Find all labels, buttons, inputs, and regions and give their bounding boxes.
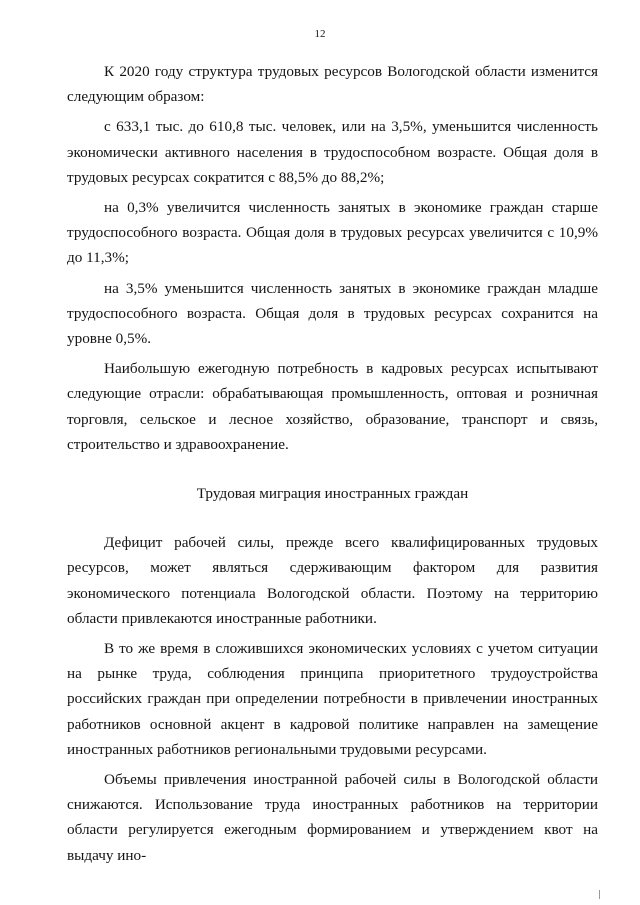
page-number: 12 (314, 28, 326, 40)
section-heading: Трудовая миграция иностранных граждан (196, 485, 469, 503)
paragraph-younger-workers: на 3,5% уменьшится численность занятых в экономике граждан младше трудоспособного возраста. Общая доля в трудовых ресурсах сохранится на уровне 0,5%. (67, 279, 598, 348)
paragraph-workforce-decrease: с 633,1 тыс. до 610,8 тыс. человек, или на 3,5%, уменьшится численность экономически активного населения в трудоспособном возрасте. Общая доля в трудовых ресурсах сократится с 88,5% до 88,2%; (67, 118, 598, 186)
paragraph-older-workers: на 0,3% увеличится численность занятых в экономике граждан старше трудоспособного возраста. Общая доля в трудовых ресурсах увеличится с 10,9% до 11,3%; (67, 199, 598, 267)
paragraph-labor-deficit: Дефицит рабочей силы, прежде всего квалифицированных трудовых ресурсов, может являться сдерживающим фактором для развития экономического потенциала Вологодской области. Поэтому на территорию области привлекаются иностранные работники. (67, 534, 598, 627)
paragraph-intro: К 2020 году структура трудовых ресурсов Вологодской области изменится следующим образом: (67, 63, 598, 106)
paragraph-quota-regulation: Объемы привлечения иностранной рабочей силы в Вологодской области снижаются. Использование труда иностранных работников на территории области регулируется ежегодным формированием и утверждением квот на выдачу ино- (67, 771, 598, 864)
document-body (67, 59, 598, 868)
paragraph-industries-demand: Наибольшую ежегодную потребность в кадровых ресурсах испытывают следующие отрасли: обрабатывающая промышленность, оптовая и розничная торговля, сельское и лесное хозяйство, образование, транспорт и связь, строительство и здравоохранение. (67, 360, 598, 453)
scan-edge-mark (599, 890, 600, 899)
paragraph-employment-policy: В то же время в сложившихся экономических условиях с учетом ситуации на рынке труда, соблюдения принципа приоритетного трудоустройства российских граждан при определении потребности в привлечении иностранных работников основной акцент в кадровой политике направлен на замещение иностранных работников региональными трудовыми ресурсами. (67, 640, 598, 758)
